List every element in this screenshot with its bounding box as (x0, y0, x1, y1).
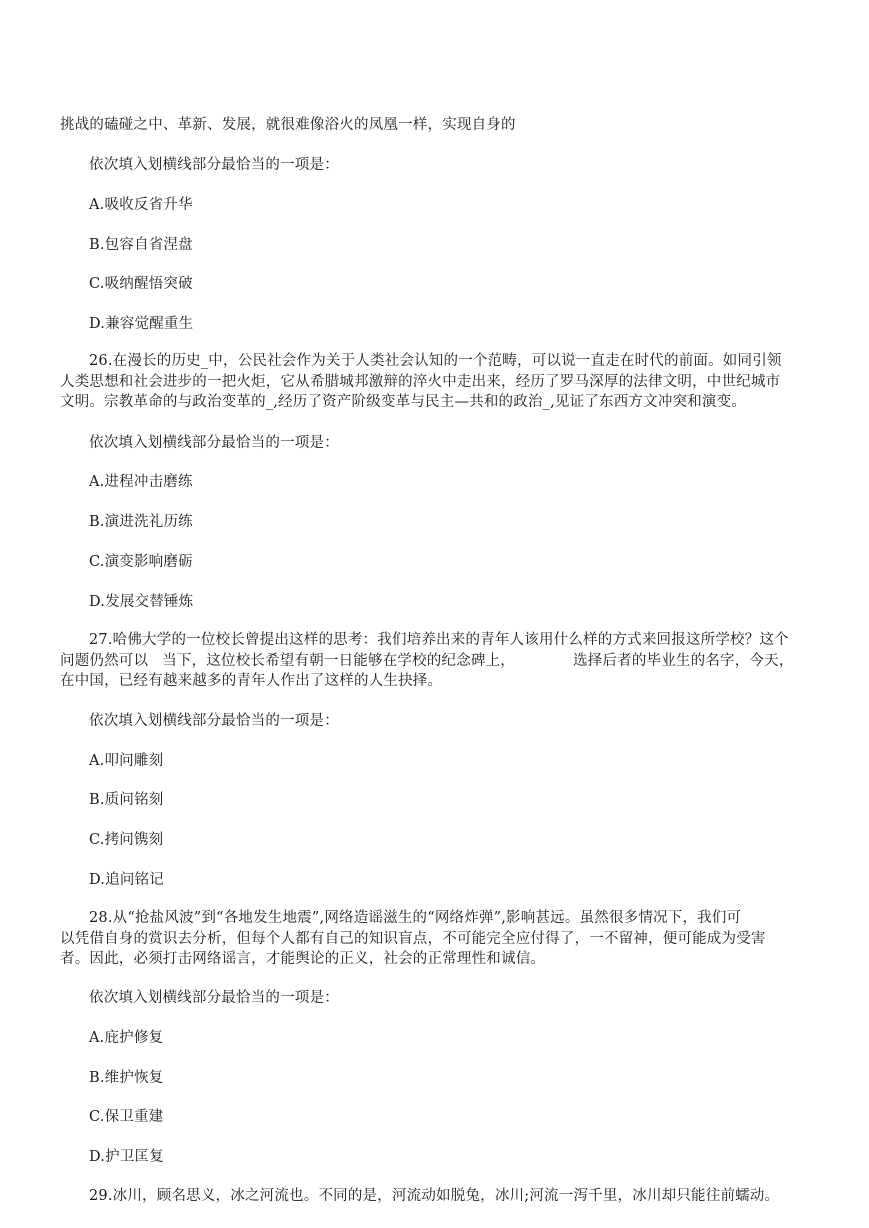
q27-option-d: D.追问铭记 (89, 872, 164, 888)
q26-stem-line: 人类思想和社会进步的一把火炬，它从希腊城邦激辩的淬火中走出来，经历了罗马深厚的法律文明，中世纪城市 (60, 373, 781, 390)
q29-stem (60, 1186, 802, 1207)
q28-prompt: 依次填入划横线部分最恰当的一项是： (89, 990, 339, 1006)
q27-option-b: B.质问铭刻 (89, 792, 164, 808)
q27-prompt: 依次填入划横线部分最恰当的一项是： (89, 713, 339, 729)
q26-stem (60, 351, 802, 413)
q28-stem (60, 908, 802, 970)
q28-stem-line: 者。因此，必须打击网络谣言，才能舆论的正义，社会的正常理性和诚信。 (60, 951, 546, 967)
q28-option-b: B.维护恢复 (89, 1070, 164, 1086)
q26-option-d: D.发展交替锤炼 (89, 594, 194, 610)
q28-option-a: A.庇护修复 (89, 1030, 164, 1046)
q29-stem-line: 29.冰川，顾名思义，冰之河流也。不同的是，河流动如脱兔，冰川;河流一泻千里，冰川却只能往前蠕动。 (89, 1188, 780, 1204)
q25-option-c: C.吸纳醒悟突破 (89, 276, 193, 292)
q27-stem-segment: 选择后者的毕业生的名字，今天， (573, 652, 794, 669)
q26-option-c: C.演变影响磨砺 (89, 554, 193, 570)
intro-fragment: 挑战的磕碰之中、革新、发展，就很难像浴火的凤凰一样，实现自身的 (60, 117, 516, 133)
q28-stem-line: 以凭借自身的赏识去分析，但每个人都有自己的知识盲点，不可能完全应付得了，一不留神，便可能成为受害 (60, 930, 766, 947)
q27-option-c: C.拷问镌刻 (89, 832, 164, 848)
q27-stem-line: 27.哈佛大学的一位校长曾提出这样的思考：我们培养出来的青年人该用什么样的方式来回报这所学校？这个 (89, 632, 789, 648)
q27-option-a: A.叩问雕刻 (89, 753, 164, 769)
q28-option-d: D.护卫匡复 (89, 1149, 164, 1165)
q26-stem-line: 26.在漫长的历史_中，公民社会作为关于人类社会认知的一个范畴，可以说一直走在时代的前面。如同引领 (89, 353, 782, 369)
q28-option-c: C.保卫重建 (89, 1109, 164, 1125)
q27-stem-segment: 问题仍然可以 (60, 652, 149, 669)
q25-option-b: B.包容自省涅盘 (89, 237, 193, 253)
q25-prompt: 依次填入划横线部分最恰当的一项是： (89, 157, 339, 173)
q27-stem-line: 在中国，已经有越来越多的青年人作出了这样的人生抉择。 (60, 673, 443, 689)
q25-option-a: A.吸收反省升华 (89, 197, 193, 213)
q28-stem-line: 28.从“抢盐风波”到“各地发生地震”,网络造谣滋生的“网络炸弹”,影响甚远。虽然很多情况下，我们可 (89, 910, 742, 926)
q26-prompt: 依次填入划横线部分最恰当的一项是： (89, 435, 339, 451)
q27-stem-segment: 当下，这位校长希望有朝一日能够在学校的纪念碑上， (162, 652, 516, 669)
q27-stem (60, 630, 802, 692)
q27-stem-line (60, 651, 802, 672)
q26-option-b: B.演进洗礼历练 (89, 514, 193, 530)
q26-option-a: A.进程冲击磨练 (89, 474, 193, 490)
q25-option-d: D.兼容觉醒重生 (89, 316, 194, 332)
q26-stem-line: 文明。宗教革命的与政治变革的_,经历了资产阶级变革与民主—共和的政治_,见证了东西方文冲突和演变。 (60, 394, 747, 410)
